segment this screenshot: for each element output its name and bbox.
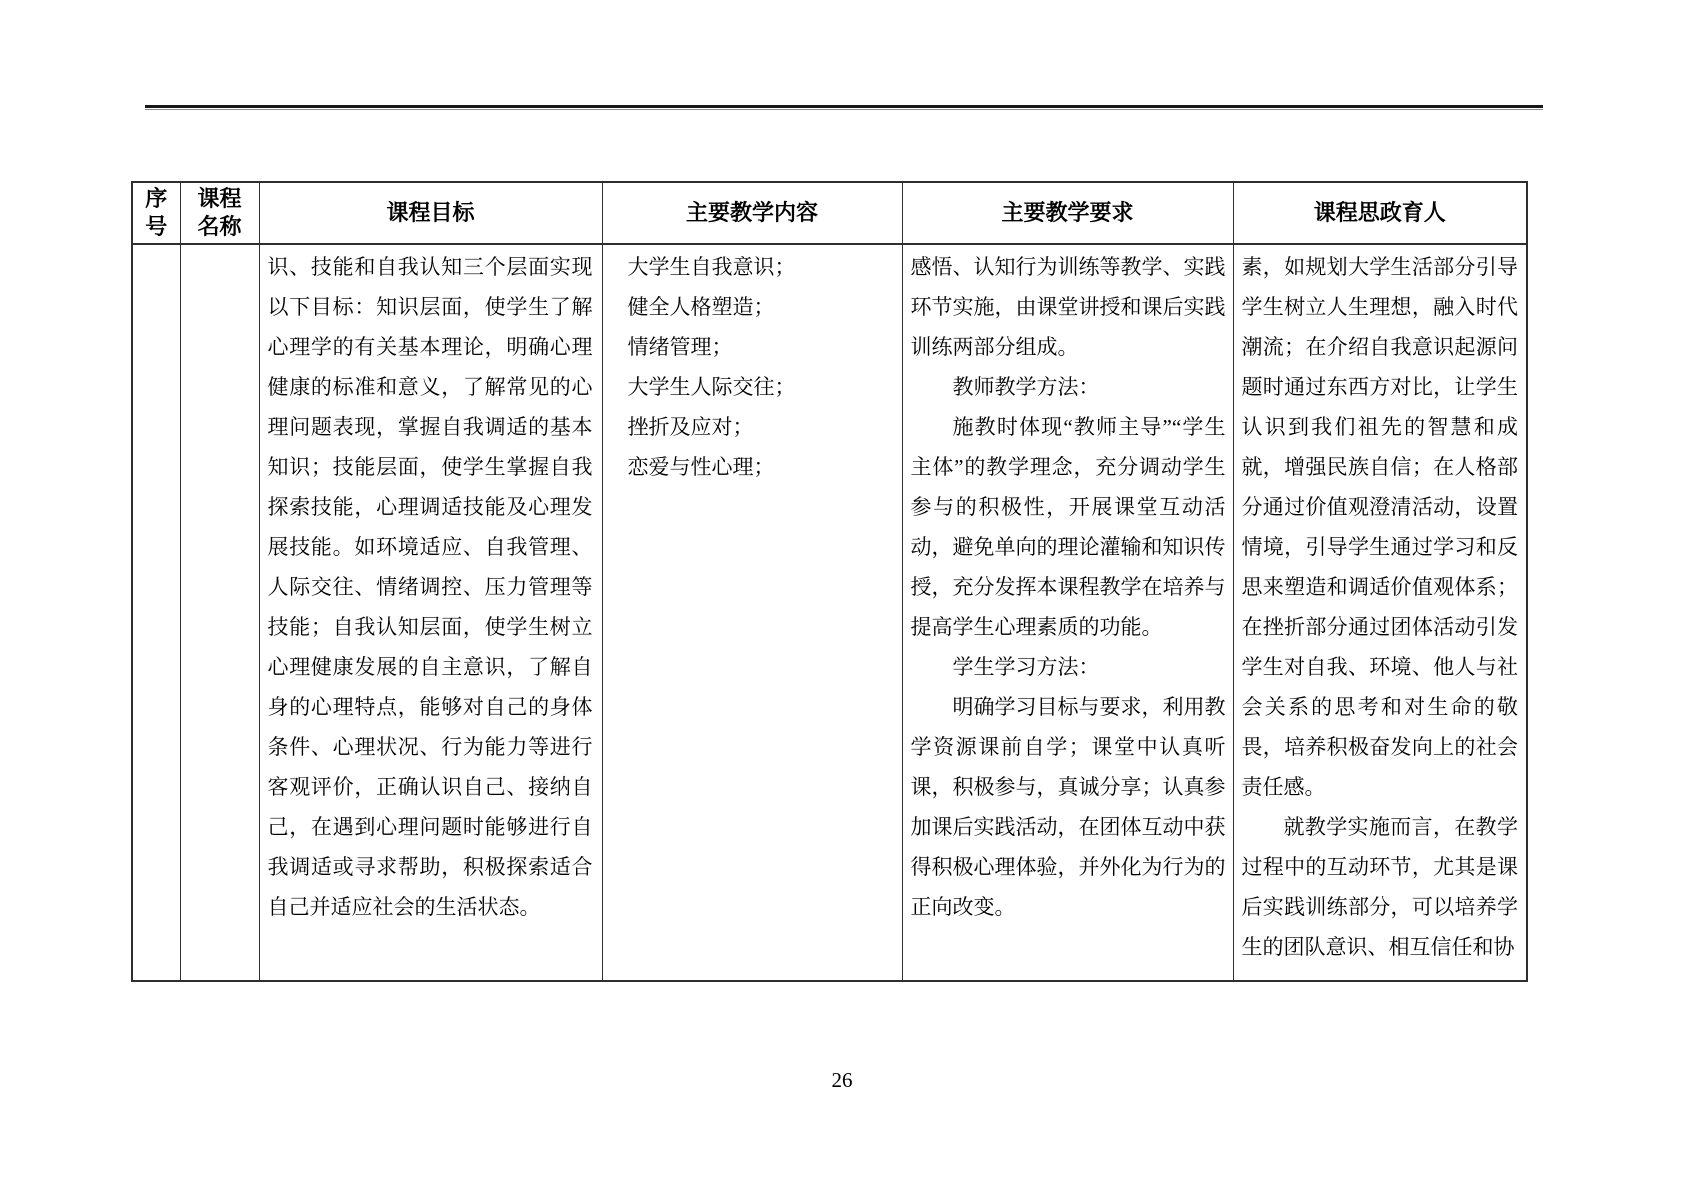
teaching-requirements-paragraph: 教师教学方法： bbox=[952, 375, 1100, 400]
teaching-content-item: 大学生自我意识； bbox=[627, 255, 796, 280]
page-header-rule bbox=[145, 105, 1543, 110]
teaching-content-item: 健全人格塑造； bbox=[627, 295, 775, 320]
col-header-teaching-requirements: 主要教学要求 bbox=[902, 182, 1233, 244]
teaching-content-item: 挫折及应对； bbox=[627, 415, 754, 440]
cell-teaching-requirements bbox=[902, 244, 1233, 981]
cell-teaching-content bbox=[602, 244, 902, 981]
teaching-requirements-paragraph: 明确学习目标与要求，利用教学资源课前自学；课堂中认真听课，积极参与，真诚分享；认真参加课后实践活动，在团体互动中获得积极心理体验，并外化为行为的正向改变。 bbox=[910, 695, 1226, 920]
col-header-course-name-label: 课程名称 bbox=[197, 186, 242, 240]
teaching-content-item: 情绪管理； bbox=[627, 335, 733, 360]
page-number: 26 bbox=[831, 1068, 853, 1092]
col-header-ideology-education: 课程思政育人 bbox=[1233, 182, 1527, 244]
cell-ideology-education bbox=[1233, 244, 1527, 981]
cell-course-name bbox=[180, 244, 259, 981]
col-header-course-objectives: 课程目标 bbox=[259, 182, 602, 244]
col-header-seq-no-label: 序号 bbox=[145, 186, 168, 240]
table-header-row bbox=[132, 182, 1527, 244]
col-header-course-name bbox=[180, 182, 259, 244]
cell-seq-no bbox=[132, 244, 180, 981]
ideology-education-paragraph: 就教学实施而言，在教学过程中的互动环节，尤其是课后实践训练部分，可以培养学生的团队意识、相互信任和协 bbox=[1241, 815, 1518, 960]
table-row bbox=[132, 244, 1527, 981]
ideology-education-paragraph: 素，如规划大学生活部分引导学生树立人生理想，融入时代潮流；在介绍自我意识起源问题时通过东西方对比，让学生认识到我们祖先的智慧和成就，增强民族自信；在人格部分通过价值观澄清活动，设置情境，引导学生通过学习和反思来塑造和调适价值观体系；在挫折部分通过团体活动引发学生对自我、环境、他人与社会关系的思考和对生命的敬畏，培养积极奋发向上的社会责任感。 bbox=[1241, 255, 1518, 800]
teaching-content-item: 大学生人际交往； bbox=[627, 375, 796, 400]
col-header-seq-no bbox=[132, 182, 180, 244]
cell-course-objectives bbox=[259, 244, 602, 981]
col-header-teaching-content: 主要教学内容 bbox=[602, 182, 902, 244]
teaching-requirements-paragraph: 施教时体现“教师主导”“学生主体”的教学理念，充分调动学生参与的积极性，开展课堂互动活动，避免单向的理论灌输和知识传授，充分发挥本课程教学在培养与提高学生心理素质的功能。 bbox=[910, 415, 1226, 640]
teaching-content-item: 恋爱与性心理； bbox=[627, 455, 775, 480]
teaching-requirements-paragraph: 感悟、认知行为训练等教学、实践环节实施，由课堂讲授和课后实践训练两部分组成。 bbox=[910, 255, 1226, 360]
course-objectives-paragraph: 识、技能和自我认知三个层面实现以下目标：知识层面，使学生了解心理学的有关基本理论，明确心理健康的标准和意义，了解常见的心理问题表现，掌握自我调适的基本知识；技能层面，使学生掌握自我探索技能，心理调适技能及心理发展技能。如环境适应、自我管理、人际交往、情绪调控、压力管理等技能；自我认知层面，使学生树立心理健康发展的自主意识，了解自身的心理特点，能够对自己的身体条件、心理状况、行为能力等进行客观评价，正确认识自己、接纳自己，在遇到心理问题时能够进行自我调适或寻求帮助，积极探索适合自己并适应社会的生活状态。 bbox=[267, 255, 593, 920]
teaching-requirements-paragraph: 学生学习方法： bbox=[952, 655, 1100, 680]
course-table bbox=[131, 181, 1528, 982]
